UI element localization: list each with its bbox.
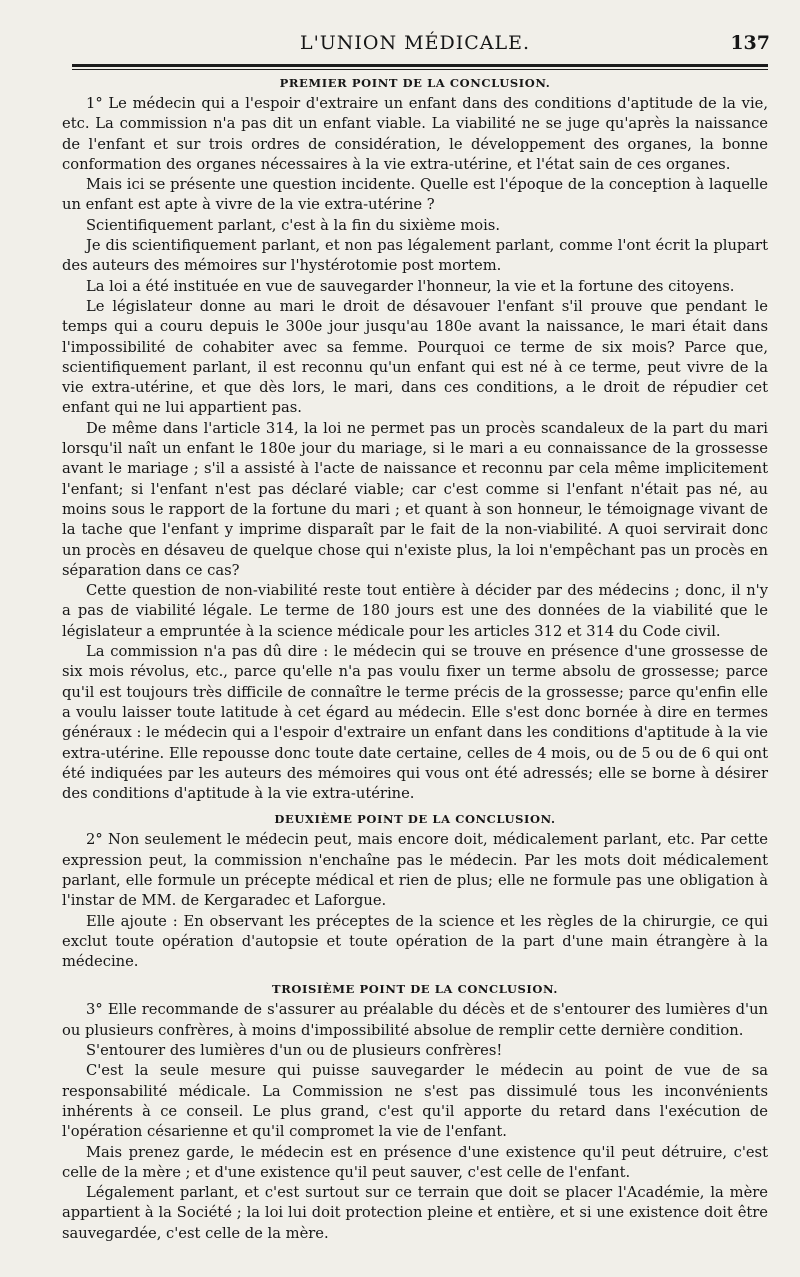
paragraph: 3° Elle recommande de s'assurer au préalable du décès et de s'entourer des lumières d'un ou plusieurs confrères, à moins d'impossibilité absolue de remplir cette dernière condition. xyxy=(62,1001,768,1039)
section-heading: PREMIER POINT DE LA CONCLUSION. xyxy=(279,76,551,90)
section-deuxieme-point xyxy=(62,812,768,972)
section-troisieme-point xyxy=(62,982,768,1244)
journal-title: L'UNION MÉDICALE. xyxy=(299,32,531,54)
paragraph: Mais prenez garde, le médecin est en présence d'une existence qu'il peut détruire, c'est celle de la mère ; et d'une existence qu'il peut sauver, c'est celle de l'enfant. xyxy=(62,1143,768,1181)
paragraph: La loi a été instituée en vue de sauvegarder l'honneur, la vie et la fortune des citoyens. xyxy=(86,277,735,295)
paragraph: Elle ajoute : En observant les préceptes de la science et les règles de la chirurgie, ce qui exclut toute opération d'autopsie et toute opération de la part d'une main étrangère à la médecine. xyxy=(62,912,768,971)
paragraph: C'est la seule mesure qui puisse sauvegarder le médecin au point de vue de sa responsabilité médicale. La Commission ne s'est pas dissimulé tous les inconvénients inhérents à ce conseil. Le plus grand, c'est qu'il apporte du retard dans l'exécution de l'opération césarienne et qu'il compromet la vie de l'enfant. xyxy=(62,1062,768,1141)
paragraph: Légalement parlant, et c'est surtout sur ce terrain que doit se placer l'Académie, la mère appartient à la Société ; la loi lui doit protection pleine et entière, et si une existence doit être sauvegardée, c'est celle de la mère. xyxy=(62,1184,768,1242)
page-number: 137 xyxy=(730,32,770,54)
paragraph: Cette question de non-viabilité reste tout entière à décider par des médecins ; donc, il n'y a pas de viabilité légale. Le terme de 180 jours est une des données de la viabilité que le législateur a empruntée à la science médicale pour les articles 312 et 314 du Code civil. xyxy=(62,582,768,640)
paragraph: De même dans l'article 314, la loi ne permet pas un procès scandaleux de la part du mari lorsqu'il naît un enfant le 180e jour du mariage, si le mari a eu connaissance de la grossesse avant le mariage ; s'il a assisté à l'acte de naissance et reconnu par cela même implicitement l'enfant; si l'enfant n'est pas déclaré viable; car c'est comme si l'enfant n'était pas né, au moins sous le rapport de la fortune du mari ; et quant à son honneur, le témoignage vivant de la tache que l'enfant y imprime disparaît par le fait de la non-viabilité. A quoi servirait donc un procès en désaveu de quelque chose qui n'existe plus, la loi n'empêchant pas un procès en séparation dans ce cas? xyxy=(62,419,768,579)
paragraph: S'entourer des lumières d'un ou de plusieurs confrères! xyxy=(86,1042,503,1060)
paragraph: Scientifiquement parlant, c'est à la fin du sixième mois. xyxy=(86,216,501,234)
paragraph: Je dis scientifiquement parlant, et non pas légalement parlant, comme l'ont écrit la plupart des auteurs des mémoires sur l'hystérotomie post mortem. xyxy=(62,237,768,275)
paragraph: Le législateur donne au mari le droit de désavouer l'enfant s'il prouve que pendant le temps qui a couru depuis le 300e jour jusqu'au 180e avant la naissance, le mari était dans l'impossibilité de cohabiter avec sa femme. Pourquoi ce terme de six mois? Parce que, scientifiquement parlant, il est reconnu qu'un enfant qui est né à ce terme, peut vivre de la vie extra-utérine, et que dès lors, le mari, dans ces conditions, a le droit de répudier cet enfant qui ne lui appartient pas. xyxy=(62,297,768,417)
section-heading: DEUXIÈME POINT DE LA CONCLUSION. xyxy=(274,812,556,827)
section-premier-point xyxy=(62,76,768,804)
running-head xyxy=(62,26,768,60)
section-heading: TROISIÈME POINT DE LA CONCLUSION. xyxy=(272,982,558,997)
paragraph: La commission n'a pas dû dire : le médecin qui se trouve en présence d'une grossesse de six mois révolus, etc., parce qu'elle n'a pas voulu fixer un terme absolu de grossesse; parce qu'il est toujours très difficile de connaître le terme précis de la grossesse; parce qu'enfin elle a voulu laisser toute latitude à cet égard au médecin. Elle s'est donc bornée à dire en termes généraux : le médecin qui a l'espoir d'extraire un enfant dans les conditions d'aptitude à la vie extra-utérine. Elle repousse donc toute date certaine, celles de 4 mois, ou de 5 ou de 6 qui ont été indiquées par les auteurs des mémoires qui vous ont été adressés; elle se borne à désirer des conditions d'aptitude à la vie extra-utérine. xyxy=(62,643,768,803)
paragraph: Mais ici se présente une question incidente. Quelle est l'époque de la conception à laquelle un enfant est apte à vivre de la vie extra-utérine ? xyxy=(62,176,768,214)
paragraph: 1° Le médecin qui a l'espoir d'extraire un enfant dans des conditions d'aptitude de la vie, etc. La commission n'a pas dit un enfant viable. La viabilité ne se juge qu'après la naissance de l'enfant et sur trois ordres de considération, le développement des organes, la bonne conformation des organes nécessaires à la vie extra-utérine, et l'état sain de ces organes. xyxy=(62,95,768,173)
header-rule xyxy=(72,64,768,70)
journal-page xyxy=(62,26,768,1256)
paragraph: 2° Non seulement le médecin peut, mais encore doit, médicalement parlant, etc. Par cette expression peut, la commission n'enchaîne pas le médecin. Par les mots doit médicalement parlant, elle formule un précepte médical et rien de plus; elle ne formule pas une obligation à l'instar de MM. de Kergaradec et Laforgue. xyxy=(62,831,768,910)
